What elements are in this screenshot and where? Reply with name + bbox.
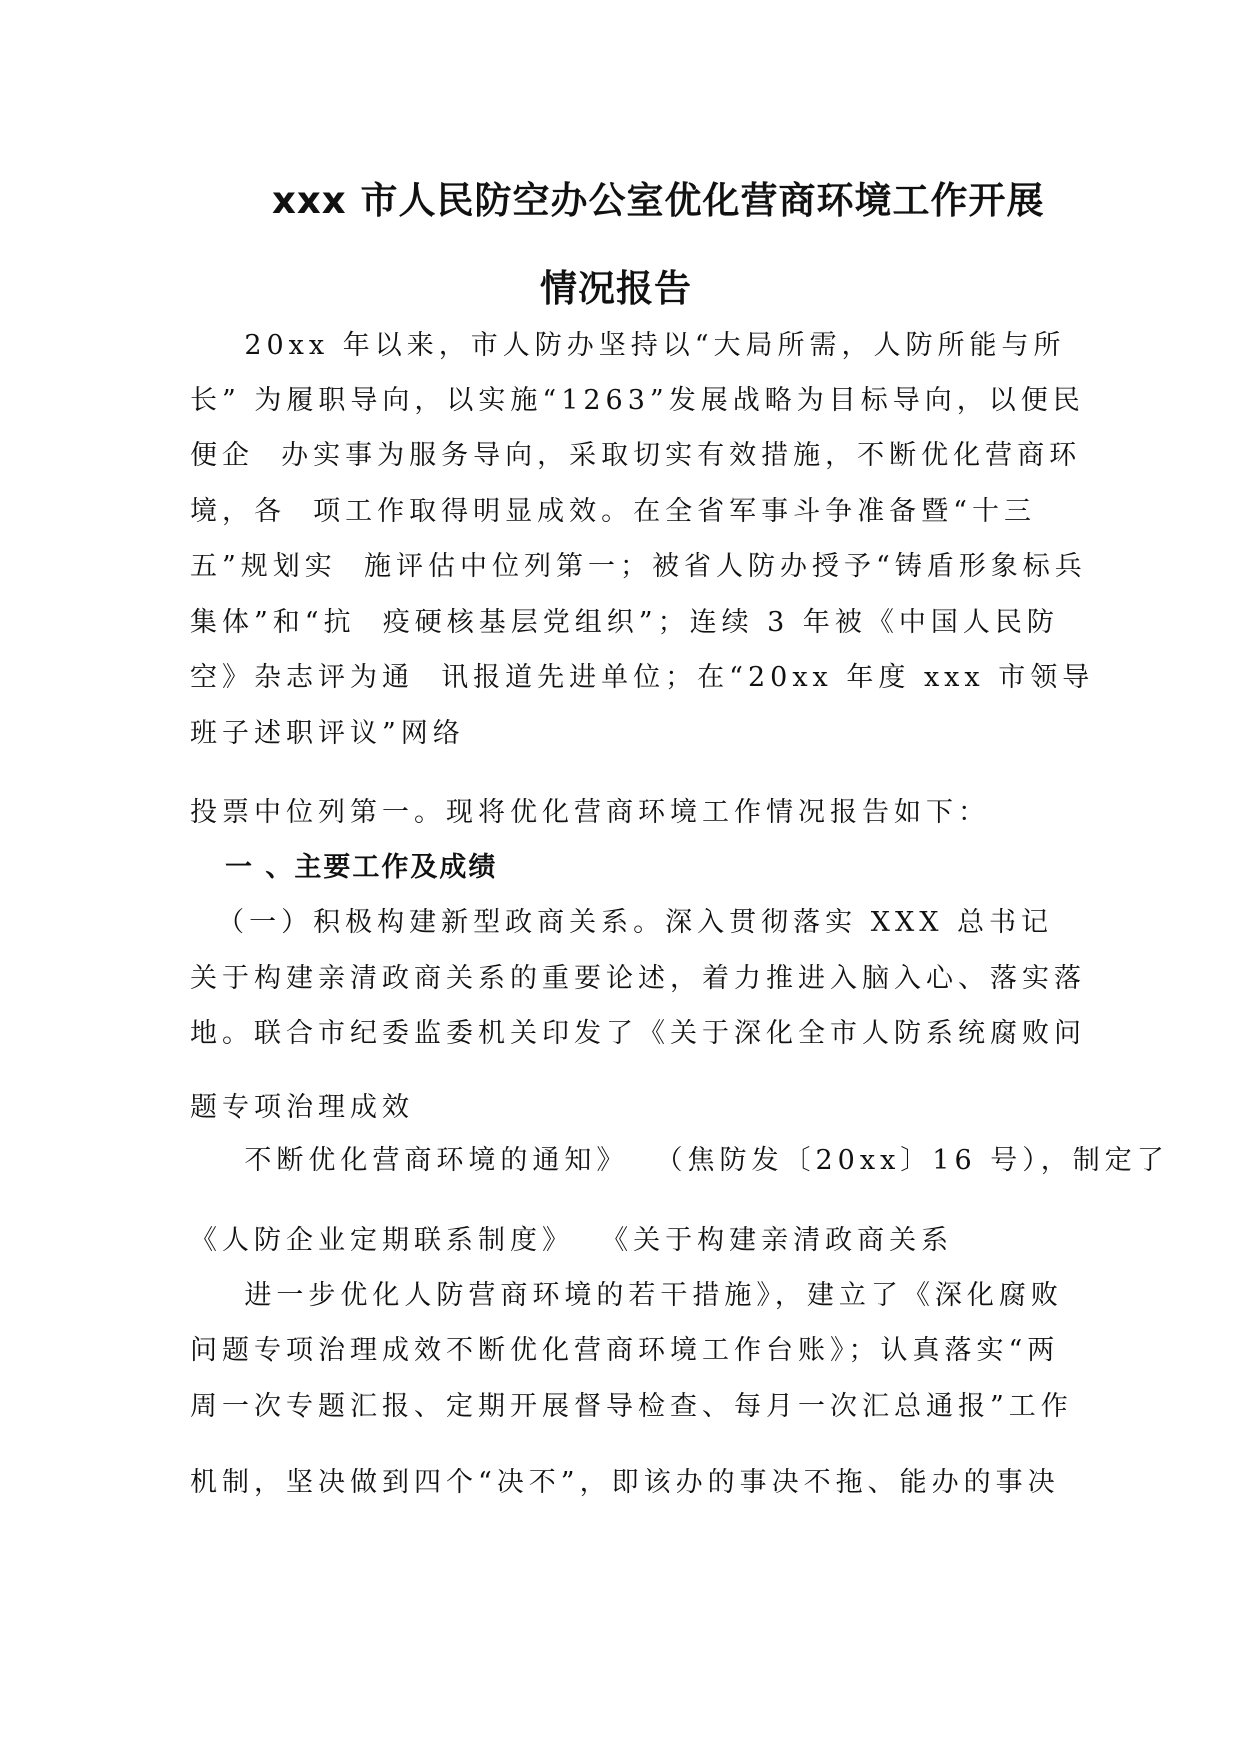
paragraph-line: 问题专项治理成效不断优化营商环境工作台账》；认真落实“两	[190, 1335, 1060, 1366]
paragraph-line: （一）积极构建新型政商关系。深入贯彻落实 XXX 总书记	[190, 907, 1053, 938]
paragraph-line: 集体”和“抗 疫硬核基层党组织”；连续 3 年被《中国人民防	[190, 607, 1059, 638]
paragraph-line: 关于构建亲清政商关系的重要论述，着力推进入脑入心、落实落	[190, 963, 1086, 994]
paragraph-line: 五”规划实 施评估中位列第一；被省人防办授予“铸盾形象标兵	[190, 551, 1087, 582]
document-title-line-2: 情况报告	[540, 267, 692, 310]
section-heading: 一 、主要工作及成绩	[225, 852, 498, 883]
paragraph-line: 班子述职评议”网络	[190, 718, 465, 749]
paragraph-line: 境，各 项工作取得明显成效。在全省军事斗争准备暨“十三	[190, 496, 1036, 527]
paragraph-line: 《人防企业定期联系制度》 《关于构建亲清政商关系	[190, 1225, 954, 1256]
paragraph-line: 题专项治理成效	[190, 1092, 414, 1123]
paragraph-line: 不断优化营商环境的通知》 （焦防发〔20xx〕16 号），制定了	[190, 1145, 1169, 1176]
paragraph-line: 地。联合市纪委监委机关印发了《关于深化全市人防系统腐败问	[190, 1018, 1086, 1049]
paragraph-line: 20xx 年以来，市人防办坚持以“大局所需，人防所能与所	[190, 330, 1066, 361]
paragraph-line: 机制，坚决做到四个“决不”，即该办的事决不拖、能办的事决	[190, 1467, 1060, 1498]
paragraph-line: 空》杂志评为通 讯报道先进单位；在“20xx 年度 xxx 市领导	[190, 662, 1095, 693]
document-title-line-1: xxx 市人民防空办公室优化营商环境工作开展	[272, 179, 1045, 222]
paragraph-line: 投票中位列第一。现将优化营商环境工作情况报告如下：	[190, 797, 990, 828]
paragraph-line: 长” 为履职导向，以实施“1263”发展战略为目标导向，以便民	[190, 385, 1085, 416]
paragraph-line: 周一次专题汇报、定期开展督导检查、每月一次汇总通报”工作	[190, 1391, 1073, 1422]
paragraph-line: 便企 办实事为服务导向，采取切实有效措施，不断优化营商环	[190, 440, 1082, 471]
paragraph-line: 进一步优化人防营商环境的若干措施》，建立了《深化腐败	[190, 1280, 1063, 1311]
